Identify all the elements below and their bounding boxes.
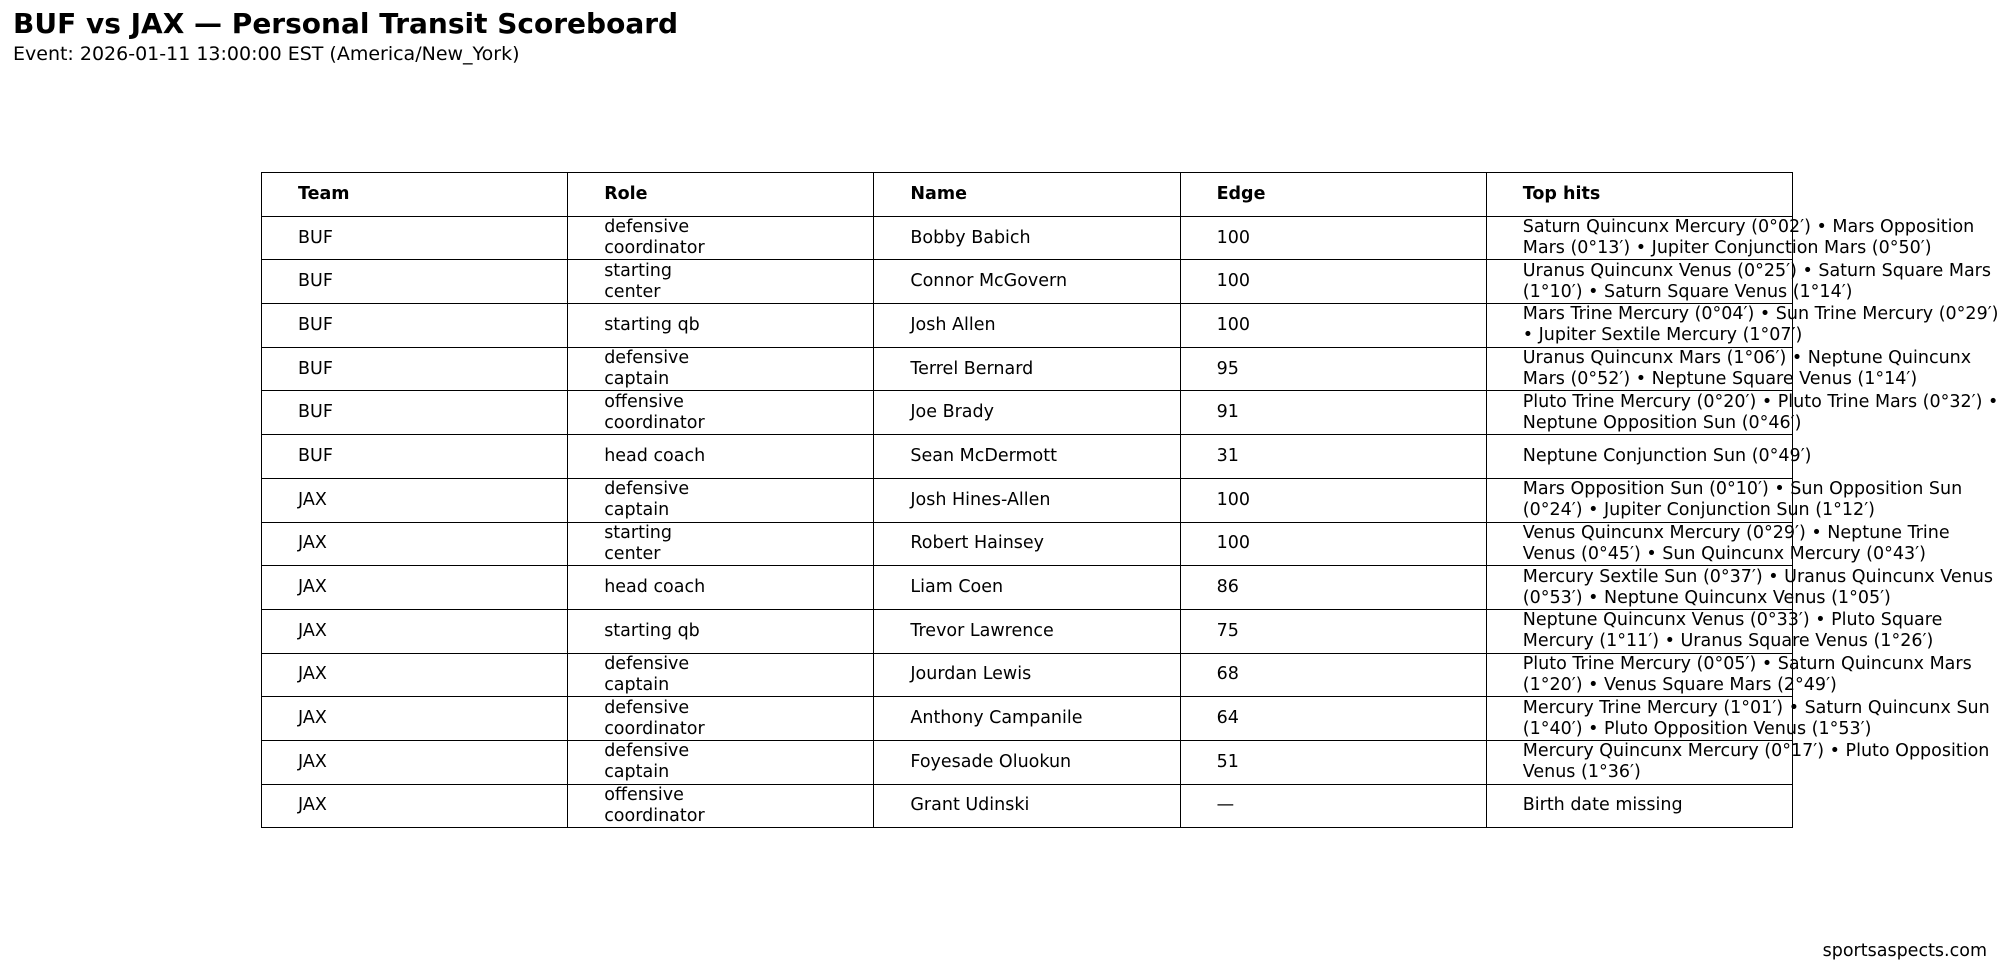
edge-cell (1180, 216, 1486, 260)
role-cell (568, 653, 874, 697)
edge-cell-text: 100 (1216, 271, 1250, 292)
role-cell (568, 609, 874, 653)
team-cell (262, 609, 568, 653)
role-cell (568, 216, 874, 260)
top-hits-cell (1486, 391, 1999, 435)
team-cell-text: BUF (298, 402, 333, 423)
edge-cell-text: 86 (1216, 577, 1239, 598)
role-cell-text: defensive coordinator (604, 217, 705, 259)
edge-cell-text: 95 (1216, 358, 1239, 379)
name-cell (874, 740, 1180, 784)
role-cell (568, 347, 874, 391)
table-row (262, 260, 1793, 304)
team-cell-text: JAX (298, 708, 327, 729)
team-cell (262, 435, 568, 479)
name-cell-text: Terrel Bernard (910, 358, 1034, 379)
edge-cell (1180, 304, 1486, 348)
top-hits-cell-text: Mercury Trine Mercury (1°01′) • Saturn Quincunx Sun (1°40′) • Pluto Opposition Venus (1°53′) (1522, 697, 1990, 739)
table-header-row (262, 173, 1793, 217)
top-hits-cell-text: Mars Trine Mercury (0°04′) • Sun Trine Mercury (0°29′) • Jupiter Sextile Mercury (1°07′) (1522, 304, 1999, 346)
name-cell-text: Sean McDermott (910, 445, 1057, 466)
edge-cell-text: 100 (1216, 489, 1250, 510)
edge-cell (1180, 391, 1486, 435)
page-title: BUF vs JAX — Personal Transit Scoreboard (13, 7, 679, 40)
top-hits-cell (1486, 216, 1975, 260)
edge-cell (1180, 435, 1486, 479)
top-hits-cell (1486, 740, 1990, 784)
name-cell (874, 391, 1180, 435)
top-hits-cell (1486, 566, 1993, 610)
role-cell-text: defensive coordinator (604, 697, 705, 739)
name-cell-text: Anthony Campanile (910, 708, 1083, 729)
table-row (262, 697, 1793, 741)
top-hits-cell (1486, 435, 1812, 479)
team-cell (262, 391, 568, 435)
team-cell-text: BUF (298, 445, 333, 466)
name-cell (874, 522, 1180, 566)
name-cell-text: Josh Allen (910, 314, 996, 335)
team-cell-text: JAX (298, 795, 327, 816)
role-cell (568, 566, 874, 610)
event-subtitle: Event: 2026-01-11 13:00:00 EST (America/New_York) (13, 43, 520, 65)
role-cell (568, 304, 874, 348)
role-cell (568, 391, 874, 435)
table-row (262, 347, 1793, 391)
name-cell (874, 566, 1180, 610)
edge-cell-text: 51 (1216, 751, 1239, 772)
top-hits-cell (1486, 784, 1792, 828)
team-cell (262, 522, 568, 566)
team-cell-text: BUF (298, 358, 333, 379)
column-header-name: Name (874, 173, 1180, 217)
top-hits-cell-text: Venus Quincunx Mercury (0°29′) • Neptune Trine Venus (0°45′) • Sun Quincunx Mercury (0°43′) (1522, 522, 1950, 564)
transit-scoreboard-table (261, 172, 1999, 828)
name-cell-text: Liam Coen (910, 577, 1004, 598)
team-cell-text: JAX (298, 533, 327, 554)
role-cell (568, 522, 874, 566)
edge-cell (1180, 653, 1486, 697)
team-cell (262, 784, 568, 828)
role-cell-text: starting center (604, 260, 673, 302)
top-hits-cell-text: Mercury Sextile Sun (0°37′) • Uranus Quincunx Venus (0°53′) • Neptune Quincunx Venus (1°05′) (1522, 566, 1993, 608)
role-cell-text: offensive coordinator (604, 784, 705, 826)
name-cell-text: Foyesade Oluokun (910, 751, 1072, 772)
top-hits-cell (1486, 347, 1972, 391)
top-hits-cell-text: Pluto Trine Mercury (0°05′) • Saturn Quincunx Mars (1°20′) • Venus Square Mars (2°49′) (1522, 653, 1972, 695)
team-cell-text: JAX (298, 577, 327, 598)
name-cell (874, 653, 1180, 697)
column-header-role: Role (568, 173, 874, 217)
team-cell-text: JAX (298, 620, 327, 641)
edge-cell-text: — (1216, 795, 1235, 816)
edge-cell-text: 100 (1216, 533, 1250, 554)
name-cell-text: Connor McGovern (910, 271, 1068, 292)
edge-cell (1180, 784, 1486, 828)
team-cell (262, 740, 568, 784)
top-hits-cell-text: Mercury Quincunx Mercury (0°17′) • Pluto Opposition Venus (1°36′) (1522, 741, 1990, 783)
role-cell (568, 260, 874, 304)
edge-cell (1180, 697, 1486, 741)
role-cell-text: defensive captain (604, 653, 690, 695)
role-cell-text: starting center (604, 522, 673, 564)
edge-cell (1180, 260, 1486, 304)
edge-cell-text: 75 (1216, 620, 1239, 641)
team-cell-text: BUF (298, 227, 333, 248)
table-row (262, 566, 1793, 610)
name-cell (874, 478, 1180, 522)
role-cell (568, 740, 874, 784)
role-cell-text: defensive captain (604, 348, 690, 390)
team-cell (262, 260, 568, 304)
role-cell-text: defensive captain (604, 479, 690, 521)
top-hits-cell (1486, 260, 1991, 304)
top-hits-cell-text: Uranus Quincunx Mars (1°06′) • Neptune Quincunx Mars (0°52′) • Neptune Square Venus (1°14′) (1522, 348, 1972, 390)
team-cell-text: JAX (298, 664, 327, 685)
team-cell (262, 697, 568, 741)
team-cell (262, 304, 568, 348)
name-cell (874, 347, 1180, 391)
edge-cell (1180, 522, 1486, 566)
top-hits-cell (1486, 697, 1990, 741)
role-cell-text: head coach (604, 577, 706, 598)
team-cell-text: JAX (298, 489, 327, 510)
top-hits-cell-text: Uranus Quincunx Venus (0°25′) • Saturn Square Mars (1°10′) • Saturn Square Venus (1°14′) (1522, 260, 1991, 302)
team-cell (262, 653, 568, 697)
top-hits-cell-text: Neptune Quincunx Venus (0°33′) • Pluto Square Mercury (1°11′) • Uranus Square Venus (1°26′) (1522, 610, 1943, 652)
top-hits-cell-text: Pluto Trine Mercury (0°20′) • Pluto Trine Mars (0°32′) • Neptune Opposition Sun (0°46′) (1522, 391, 1999, 433)
edge-cell-text: 100 (1216, 227, 1250, 248)
team-cell (262, 216, 568, 260)
edge-cell-text: 100 (1216, 314, 1250, 335)
team-cell (262, 347, 568, 391)
column-header-top-hits: Top hits (1486, 173, 1792, 217)
table-row (262, 216, 1793, 260)
role-cell (568, 784, 874, 828)
name-cell-text: Grant Udinski (910, 795, 1030, 816)
table-row (262, 784, 1793, 828)
edge-cell-text: 91 (1216, 402, 1239, 423)
team-cell (262, 566, 568, 610)
footer-credit: sportsaspects.com (1822, 941, 1987, 961)
edge-cell (1180, 566, 1486, 610)
top-hits-cell (1486, 304, 1999, 348)
top-hits-cell (1486, 609, 1943, 653)
team-cell-text: BUF (298, 271, 333, 292)
edge-cell (1180, 609, 1486, 653)
column-header-edge: Edge (1180, 173, 1486, 217)
table-row (262, 478, 1793, 522)
role-cell-text: head coach (604, 445, 706, 466)
team-cell (262, 478, 568, 522)
role-cell-text: starting qb (604, 620, 700, 641)
table-row (262, 740, 1793, 784)
edge-cell (1180, 740, 1486, 784)
name-cell-text: Jourdan Lewis (910, 664, 1032, 685)
table-body (262, 216, 1999, 828)
table-row (262, 391, 1793, 435)
name-cell (874, 697, 1180, 741)
team-cell-text: JAX (298, 751, 327, 772)
edge-cell-text: 64 (1216, 708, 1239, 729)
name-cell-text: Josh Hines-Allen (910, 489, 1051, 510)
name-cell-text: Bobby Babich (910, 227, 1031, 248)
edge-cell-text: 31 (1216, 445, 1239, 466)
top-hits-cell (1486, 653, 1972, 697)
top-hits-cell-text: Neptune Conjunction Sun (0°49′) (1522, 445, 1812, 466)
edge-cell (1180, 478, 1486, 522)
table-row (262, 435, 1793, 479)
name-cell (874, 784, 1180, 828)
top-hits-cell-text: Mars Opposition Sun (0°10′) • Sun Opposition Sun (0°24′) • Jupiter Conjunction Sun (1°12′) (1522, 479, 1963, 521)
team-cell-text: BUF (298, 314, 333, 335)
edge-cell (1180, 347, 1486, 391)
edge-cell-text: 68 (1216, 664, 1239, 685)
top-hits-cell (1486, 478, 1963, 522)
role-cell (568, 478, 874, 522)
role-cell-text: starting qb (604, 314, 700, 335)
role-cell (568, 435, 874, 479)
table-row (262, 522, 1793, 566)
role-cell-text: offensive coordinator (604, 391, 705, 433)
table-row (262, 653, 1793, 697)
top-hits-cell-text: Birth date missing (1522, 795, 1683, 816)
name-cell (874, 304, 1180, 348)
table-row (262, 304, 1793, 348)
name-cell (874, 260, 1180, 304)
top-hits-cell-text: Saturn Quincunx Mercury (0°02′) • Mars Opposition Mars (0°13′) • Jupiter Conjunction Mars (0°50′) (1522, 217, 1975, 259)
table-row (262, 609, 1793, 653)
name-cell-text: Joe Brady (910, 402, 994, 423)
name-cell-text: Robert Hainsey (910, 533, 1045, 554)
name-cell (874, 609, 1180, 653)
name-cell (874, 435, 1180, 479)
column-header-team: Team (262, 173, 568, 217)
top-hits-cell (1486, 522, 1950, 566)
name-cell-text: Trevor Lawrence (910, 620, 1054, 641)
name-cell (874, 216, 1180, 260)
role-cell (568, 697, 874, 741)
role-cell-text: defensive captain (604, 741, 690, 783)
